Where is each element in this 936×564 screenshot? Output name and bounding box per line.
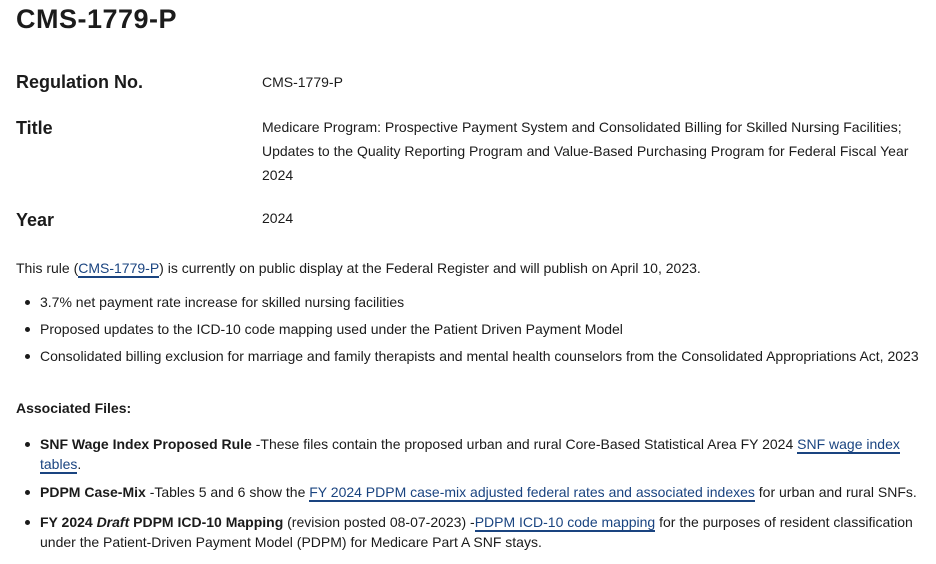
list-item <box>16 434 924 474</box>
file-after: . <box>77 456 82 472</box>
meta-row-title <box>16 118 926 192</box>
intro-prefix: This rule ( <box>16 260 79 276</box>
highlights-list <box>16 292 924 366</box>
pdpm-case-mix-rates-link[interactable]: FY 2024 PDPM case-mix adjusted federal rates and associated indexes <box>309 484 755 500</box>
bullet-icon <box>25 442 30 447</box>
year-label: Year <box>16 210 55 230</box>
file-name: PDPM Case-Mix <box>40 484 146 500</box>
list-item <box>16 292 924 312</box>
bullet-icon <box>25 490 30 495</box>
list-item <box>16 482 924 502</box>
file-description: -These files contain the proposed urban and rural Core-Based Statistical Area FY 2024 <box>251 436 798 452</box>
bullet-icon <box>25 300 30 305</box>
file-after: for the purposes of resident classification under the Patient-Driven Payment Model (PDPM) for Medicare Part A SNF stays. <box>40 514 913 550</box>
highlight-text: Consolidated billing exclusion for marriage and family therapists and mental health counselors from the Consolidated Appropriations Act, 2023 <box>40 348 919 364</box>
intro-suffix: ) is currently on public display at the Federal Register and will publish on April 10, 2023. <box>159 260 701 276</box>
page-title: CMS-1779-P <box>16 4 178 34</box>
meta-row-year <box>16 210 926 236</box>
title-value: Medicare Program: Prospective Payment System and Consolidated Billing for Skilled Nursing Facilities; Updates to the Quality Reporting Program and Value-Based Purchasing Program for Federal Fiscal Year 2024 <box>262 119 909 183</box>
file-name-draft: Draft <box>96 514 130 530</box>
file-description: (revision posted 08-07-2023) - <box>283 514 475 530</box>
year-value: 2024 <box>262 210 294 226</box>
regulation-value: CMS-1779-P <box>262 74 343 90</box>
snf-wage-index-tables-link[interactable]: SNF wage index tables <box>40 436 900 472</box>
meta-row-regulation <box>16 72 926 98</box>
list-item <box>16 319 924 339</box>
file-after: for urban and rural SNFs. <box>754 484 917 500</box>
highlight-text: 3.7% net payment rate increase for skilled nursing facilities <box>40 294 405 310</box>
regulation-label: Regulation No. <box>16 72 143 92</box>
bullet-icon <box>25 327 30 332</box>
associated-files-list <box>16 434 924 552</box>
associated-files-heading: Associated Files: <box>16 400 132 416</box>
list-item <box>16 346 924 366</box>
cms-1779-p-link[interactable]: CMS-1779-P <box>78 260 160 276</box>
file-name: SNF Wage Index Proposed Rule <box>40 436 252 452</box>
highlight-text: Proposed updates to the ICD-10 code mapping used under the Patient Driven Payment Model <box>40 321 623 337</box>
list-item <box>16 512 924 552</box>
title-label: Title <box>16 118 53 138</box>
bullet-icon <box>25 520 30 525</box>
pdpm-icd-10-code-mapping-link[interactable]: PDPM ICD-10 code mapping <box>474 514 656 530</box>
file-description: -Tables 5 and 6 show the <box>145 484 310 500</box>
intro-paragraph <box>16 258 926 278</box>
file-name-part: FY 2024 <box>40 514 97 530</box>
bullet-icon <box>25 354 30 359</box>
file-name-part: PDPM ICD-10 Mapping <box>129 514 284 530</box>
